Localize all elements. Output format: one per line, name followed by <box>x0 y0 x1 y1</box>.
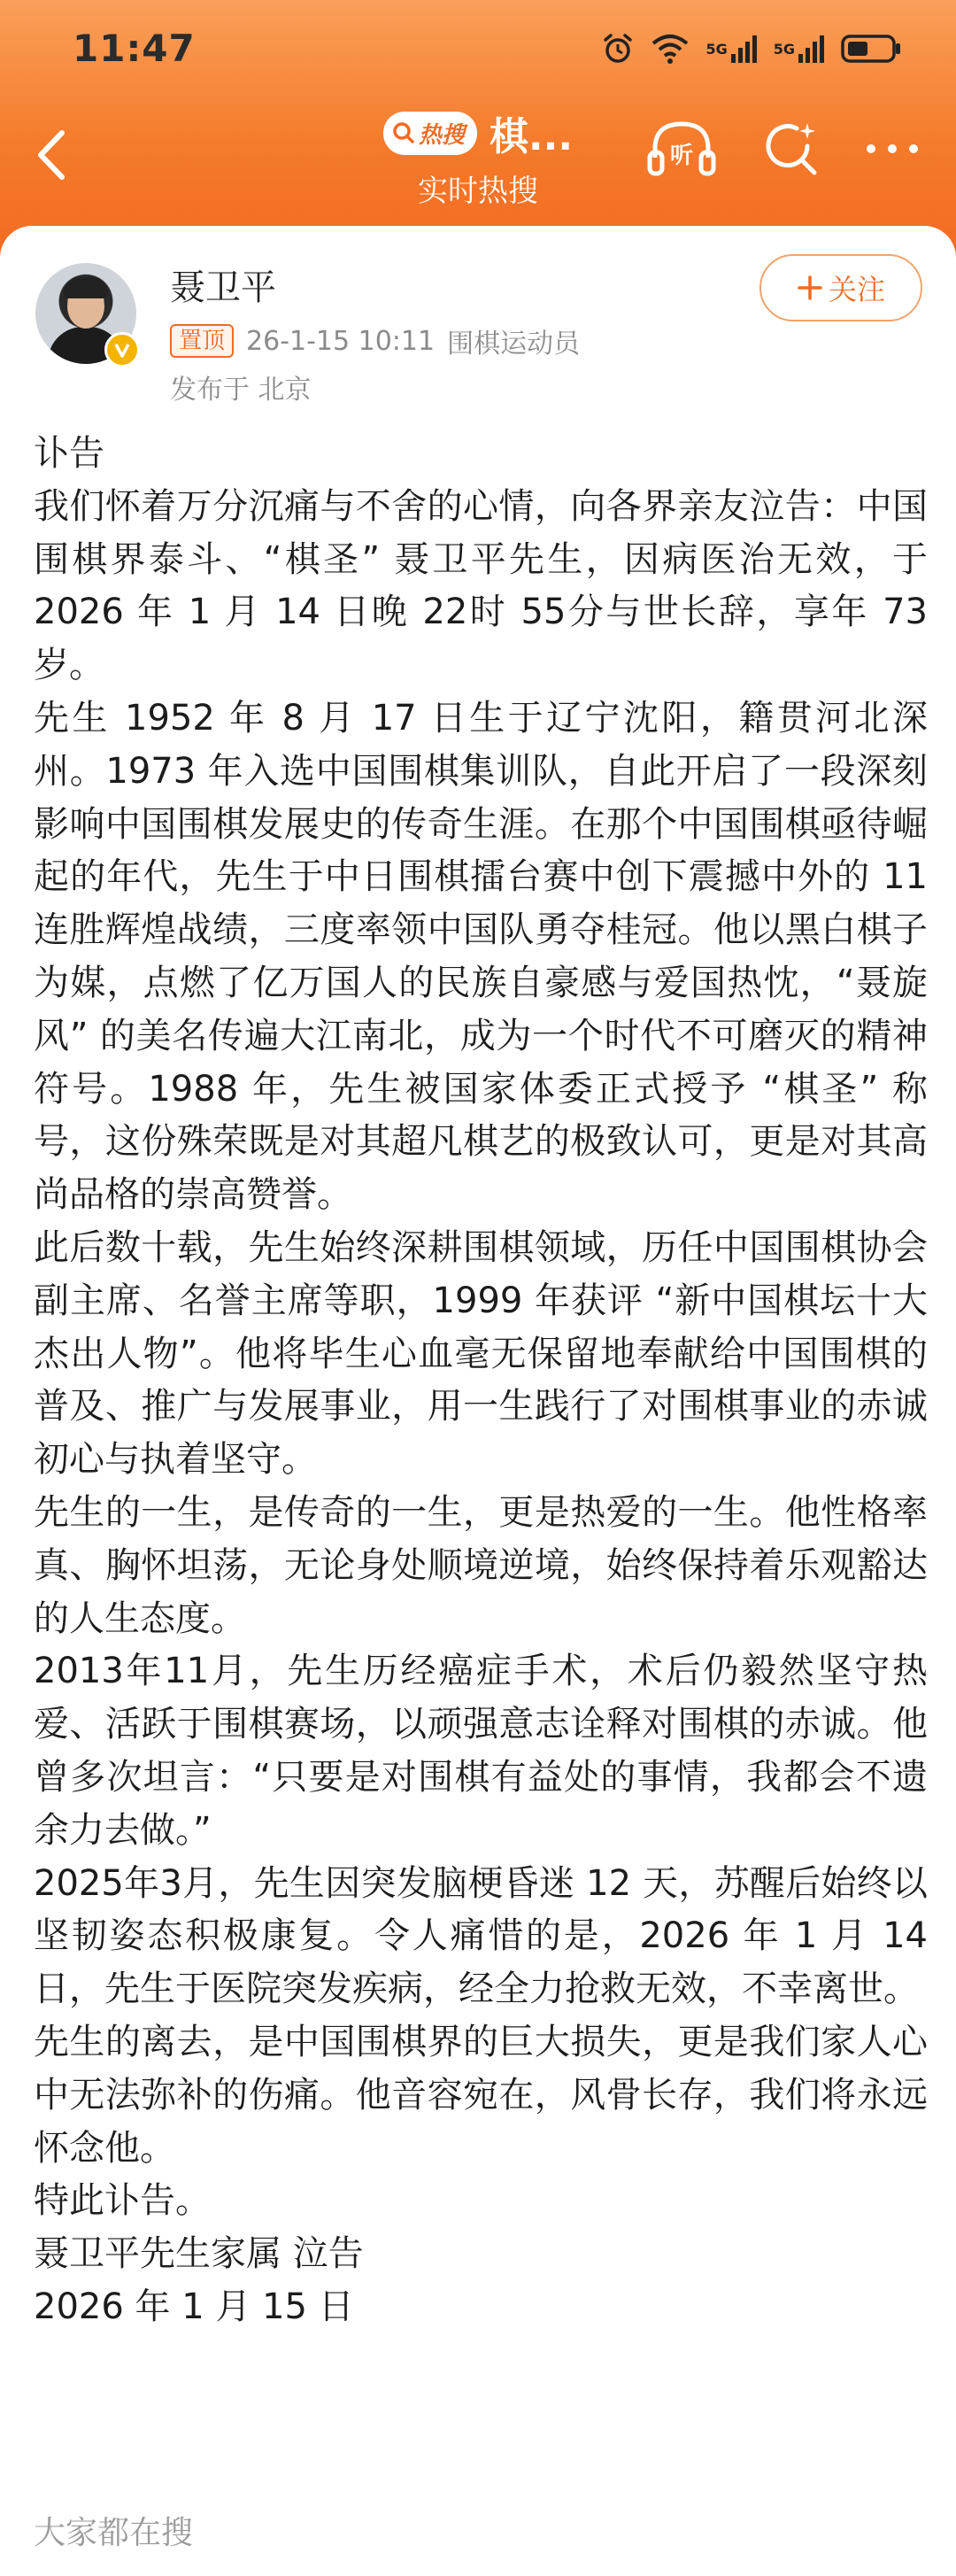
status-icons <box>601 32 903 66</box>
post-paragraph: 此后数十载，先生始终深耕围棋领域，历任中国围棋协会副主席、名誉主席等职，1999 年获评 “新中国棋坛十大杰出人物”。他将毕生心血毫无保留地奉献给中国围棋的普及、推广与发展事业，用一生践行了对围棋事业的赤诚初心与执着坚守。 <box>34 1226 928 1481</box>
pinned-tag: 置顶 <box>170 324 234 358</box>
author-name[interactable]: 聂卫平 <box>170 267 276 308</box>
more-searches-label: 大家都在搜 <box>34 2515 194 2551</box>
svg-text:听: 听 <box>669 143 694 169</box>
headphones-icon <box>646 117 717 181</box>
more-button[interactable] <box>864 140 921 161</box>
post-paragraph: 2025年3月，先生因突发脑梗昏迷 12 天，苏醒后始终以坚韧姿态积极康复。令人痛惜的是，2026 年 1 月 14 日，先生于医院突发疾病，经全力抢救无效，不幸离世。 <box>34 1862 928 2010</box>
post-paragraph: 我们怀着万分沉痛与不舍的心情，向各界亲友泣告：中国围棋界泰斗、“棋圣” 聂卫平先生，因病医治无效，于 2026 年 1 月 14 日晚 22时 55分与世长辞，享年 73 岁。 <box>34 485 928 686</box>
post-paragraph: 讣告 <box>34 433 104 474</box>
nav-actions <box>646 117 921 184</box>
post-paragraph: 特此讣告。 <box>34 2180 211 2222</box>
alarm-icon <box>601 32 635 66</box>
post-meta <box>170 321 580 360</box>
cellular-signal-2-icon: 5G <box>774 35 825 63</box>
post-card <box>0 226 956 2576</box>
status-time: 11:47 <box>73 27 196 70</box>
post-paragraph: 2013年11月，先生历经癌症手术，术后仍毅然坚守热爱、活跃于围棋赛场，以顽强意志诠释对围棋的赤诚。他曾多次坦言：“只要是对围棋有益处的事情，我都会不遗余力去做。” <box>34 1651 928 1851</box>
follow-button[interactable]: 关注 <box>759 254 922 321</box>
post-paragraph: 先生 1952 年 8 月 17 日生于辽宁沈阳，籍贯河北深州。1973 年入选中国围棋集训队，自此开启了一段深刻影响中国围棋发展史的传奇生涯。在那个中国围棋亟待崛起的年代，先生于中日围棋擂台赛中创下震撼中外的 11 连胜辉煌战绩，三度率领中国队勇夺桂冠。他以黑白棋子为媒，点燃了亿万国人的民族自豪感与爱国热忱，“聂旋风” 的美名传遍大江南北，成为一个时代不可磨灭的精神符号。1988 年，先生被国家体委正式授予 “棋圣” 称号，这份殊荣既是对其超凡棋艺的极致认可，更是对其高尚品格的崇高赞誉。 <box>34 697 928 1216</box>
post-location: 发布于 北京 <box>170 375 312 406</box>
search-button[interactable] <box>761 120 820 182</box>
post-paragraph: 先生的离去，是中国围棋界的巨大损失，更是我们家人心中无法弥补的伤痛。他音容宛在，风骨长存，我们将永远怀念他。 <box>34 2021 928 2169</box>
author-title: 围棋运动员 <box>447 329 581 360</box>
top-nav-bar <box>0 97 956 221</box>
nav-subtitle: 实时热搜 <box>418 174 538 209</box>
cellular-signal-1-icon: 5G <box>705 35 757 63</box>
post-body <box>34 428 928 2334</box>
hot-search-badge: 热搜 <box>383 112 477 155</box>
post-paragraph: 先生的一生，是传奇的一生，更是热爱的一生。他性格率真、胸怀坦荡，无论身处顺境逆境，始终保持着乐观豁达的人生态度。 <box>34 1491 928 1639</box>
plus-icon <box>797 275 823 301</box>
verified-badge-icon <box>104 332 140 367</box>
search-sparkle-icon <box>761 120 820 178</box>
nav-title: 棋... <box>489 114 574 159</box>
status-bar <box>0 0 956 106</box>
listen-button[interactable] <box>646 117 717 184</box>
back-button[interactable] <box>28 124 81 186</box>
battery-icon <box>841 34 903 64</box>
post-paragraph: 聂卫平先生家属 泣告 <box>34 2233 364 2275</box>
back-arrow-icon <box>28 124 73 186</box>
more-icon <box>864 140 921 158</box>
search-icon <box>392 121 415 144</box>
wifi-icon <box>651 33 690 65</box>
post-datetime: 26-1-15 10:11 <box>246 325 436 357</box>
post-paragraph: 2026 年 1 月 15 日 <box>34 2286 354 2327</box>
nav-title-group[interactable] <box>266 103 690 210</box>
